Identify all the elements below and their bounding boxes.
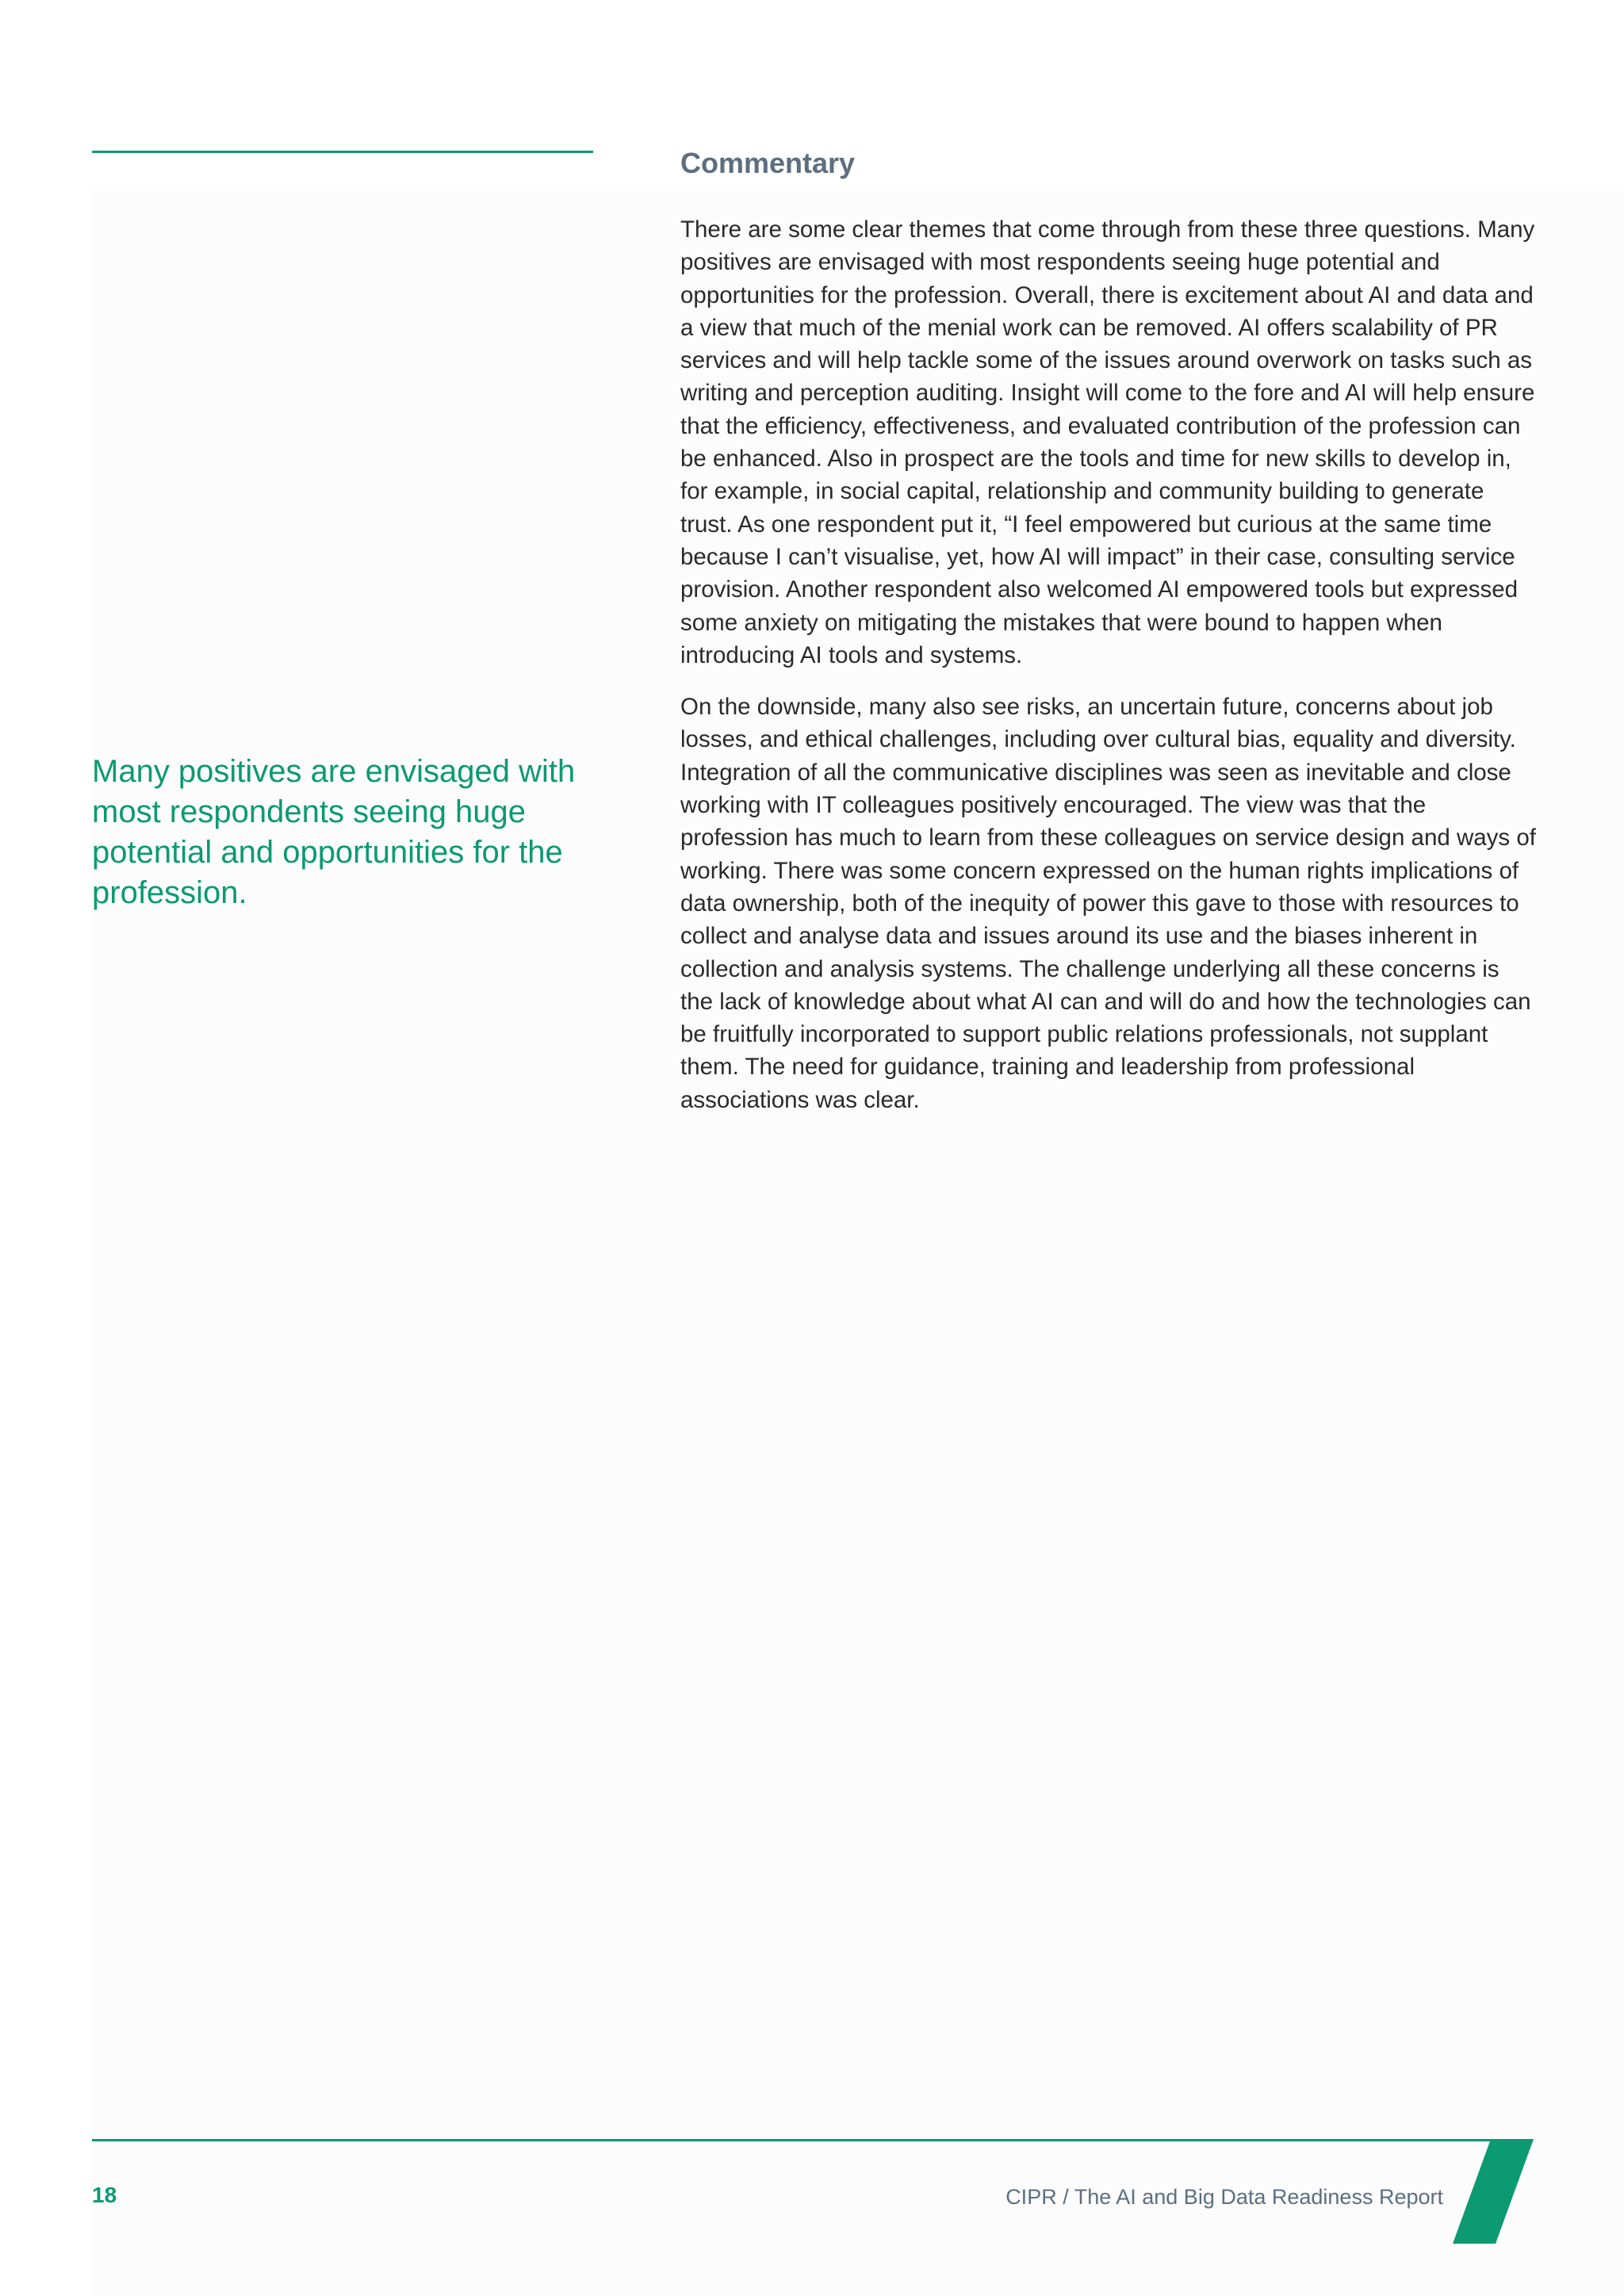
footer-divider [92,2139,1532,2141]
section-title: Commentary [680,147,856,179]
body-paragraph-1: There are some clear themes that come through from these three questions. Many positives are envisaged with most respondents seeing huge potential and opportunities for the profession. Overall, there is excitement about AI and data and a view that much of the menial work can be removed. AI offers scalability of PR services and will help tackle some of the issues around overwork on tasks such as writing and perception auditing. Insight will come to the fore and AI will help ensure that the efficiency, effectiveness, and evaluated contribution of the profession can be enhanced. Also in prospect are the tools and time for new skills to develop in, for example, in social capital, relationship and community building to generate trust. As one respondent put it, “I feel empowered but curious at the same time because I can’t visualise, yet, how AI will impact” in their case, consulting service provision. Another respondent also welcomed AI empowered tools but expressed some anxiety on mitigating the mistakes that were bound to happen when introducing AI tools and systems. [680,216,1535,668]
sidebar-top-divider [92,151,593,153]
body-paragraph-2: On the downside, many also see risks, an uncertain future, concerns about job losses, and ethical challenges, including over cultural bias, equality and diversity. Integration of all the communicative disciplines was seen as inevitable and close working with IT colleagues positively encouraged. The view was that the profession has much to learn from these colleagues on service design and ways of working. There was some concern expressed on the human rights implications of data ownership, both of the inequity of power this gave to those with resources to collect and analyse data and issues around its use and the biases inherent in collection and analysis systems. The challenge underlying all these concerns is the lack of knowledge about what AI can and will do and how the technologies can be fruitfully incorporated to support public relations professionals, not supplant them. The need for guidance, training and leadership from professional associations was clear. [680,694,1536,1113]
running-footer-title: CIPR / The AI and Big Data Readiness Report [1005,2185,1443,2209]
body-column [680,213,1537,1135]
page-number: 18 [92,2183,117,2207]
brand-slash-icon [1453,2139,1534,2244]
pull-quote: Many positives are envisaged with most respondents seeing huge potential and opportunities for the profession. [92,754,576,910]
